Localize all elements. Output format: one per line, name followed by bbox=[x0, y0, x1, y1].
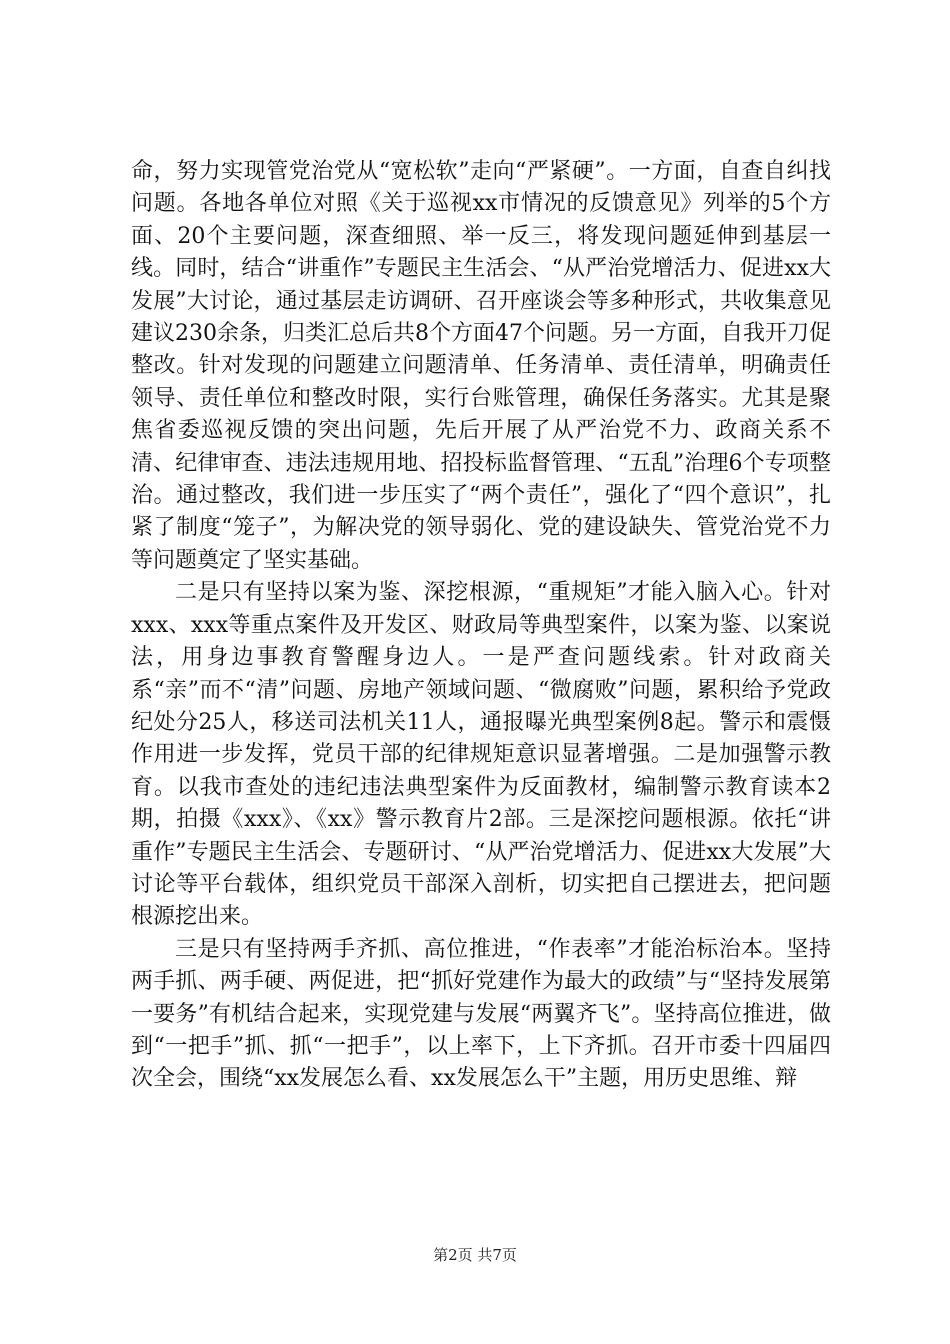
document-body bbox=[131, 156, 831, 1096]
page-footer: 第2页 共7页 bbox=[433, 1246, 517, 1264]
paragraph-point-three: 三是只有坚持两手齐抓、高位推进，“作表率”才能治标治本。坚持两手抓、两手硬、两促进，把“抓好党建作为最大的政绩”与“坚持发展第一要务”有机结合起来，实现党建与发展“两翼齐飞”。坚持高位推进，做到“一把手”抓、抓“一把手”，以上率下，上下齐抓。召开市委十四届四次全会，围绕“xx发展怎么看、xx发展怎么干”主题，用历史思维、辩 bbox=[131, 936, 831, 1092]
paragraph-continued: 命，努力实现管党治党从“宽松软”走向“严紧硬”。一方面，自查自纠找问题。各地各单位对照《关于巡视xx市情况的反馈意见》列举的5个方面、20个主要问题，深查细照、举一反三，将发现问题延伸到基层一线。同时，结合“讲重作”专题民主生活会、“从严治党增活力、促进xx大发展”大讨论，通过基层走访调研、召开座谈会等多种形式，共收集意见建议230余条，归类汇总后共8个方面47个问题。另一方面，自我开刀促整改。针对发现的问题建立问题清单、任务清单、责任清单，明确责任领导、责任单位和整改时限，实行台账管理，确保任务落实。尤其是聚焦省委巡视反馈的突出问题，先后开展了从严治党不力、政商关系不清、纪律审查、违法违规用地、招投标监督管理、“五乱”治理6个专项整治。通过整改，我们进一步压实了“两个责任”，强化了“四个意识”，扎紧了制度“笼子”，为解决党的领导弱化、党的建设缺失、管党治党不力等问题奠定了坚实基础。 bbox=[131, 159, 831, 573]
paragraph-point-two: 二是只有坚持以案为鉴、深挖根源，“重规矩”才能入脑入心。针对xxx、xxx等重点案件及开发区、财政局等典型案件，以案为鉴、以案说法，用身边事教育警醒身边人。一是严查问题线索。针对政商关系“亲”而不“清”问题、房地产领域问题、“微腐败”问题，累积给予党政纪处分25人，移送司法机关11人，通报曝光典型案例8起。警示和震慑作用进一步发挥，党员干部的纪律规矩意识显著增强。二是加强警示教育。以我市查处的违纪违法典型案件为反面教材，编制警示教育读本2期，拍摄《xxx》、《xx》警示教育片2部。三是深挖问题根源。依托“讲重作”专题民主生活会、专题研讨、“从严治党增活力、促进xx大发展”大讨论等平台载体，组织党员干部深入剖析，切实把自己摆进去，把问题根源挖出来。 bbox=[131, 580, 831, 930]
